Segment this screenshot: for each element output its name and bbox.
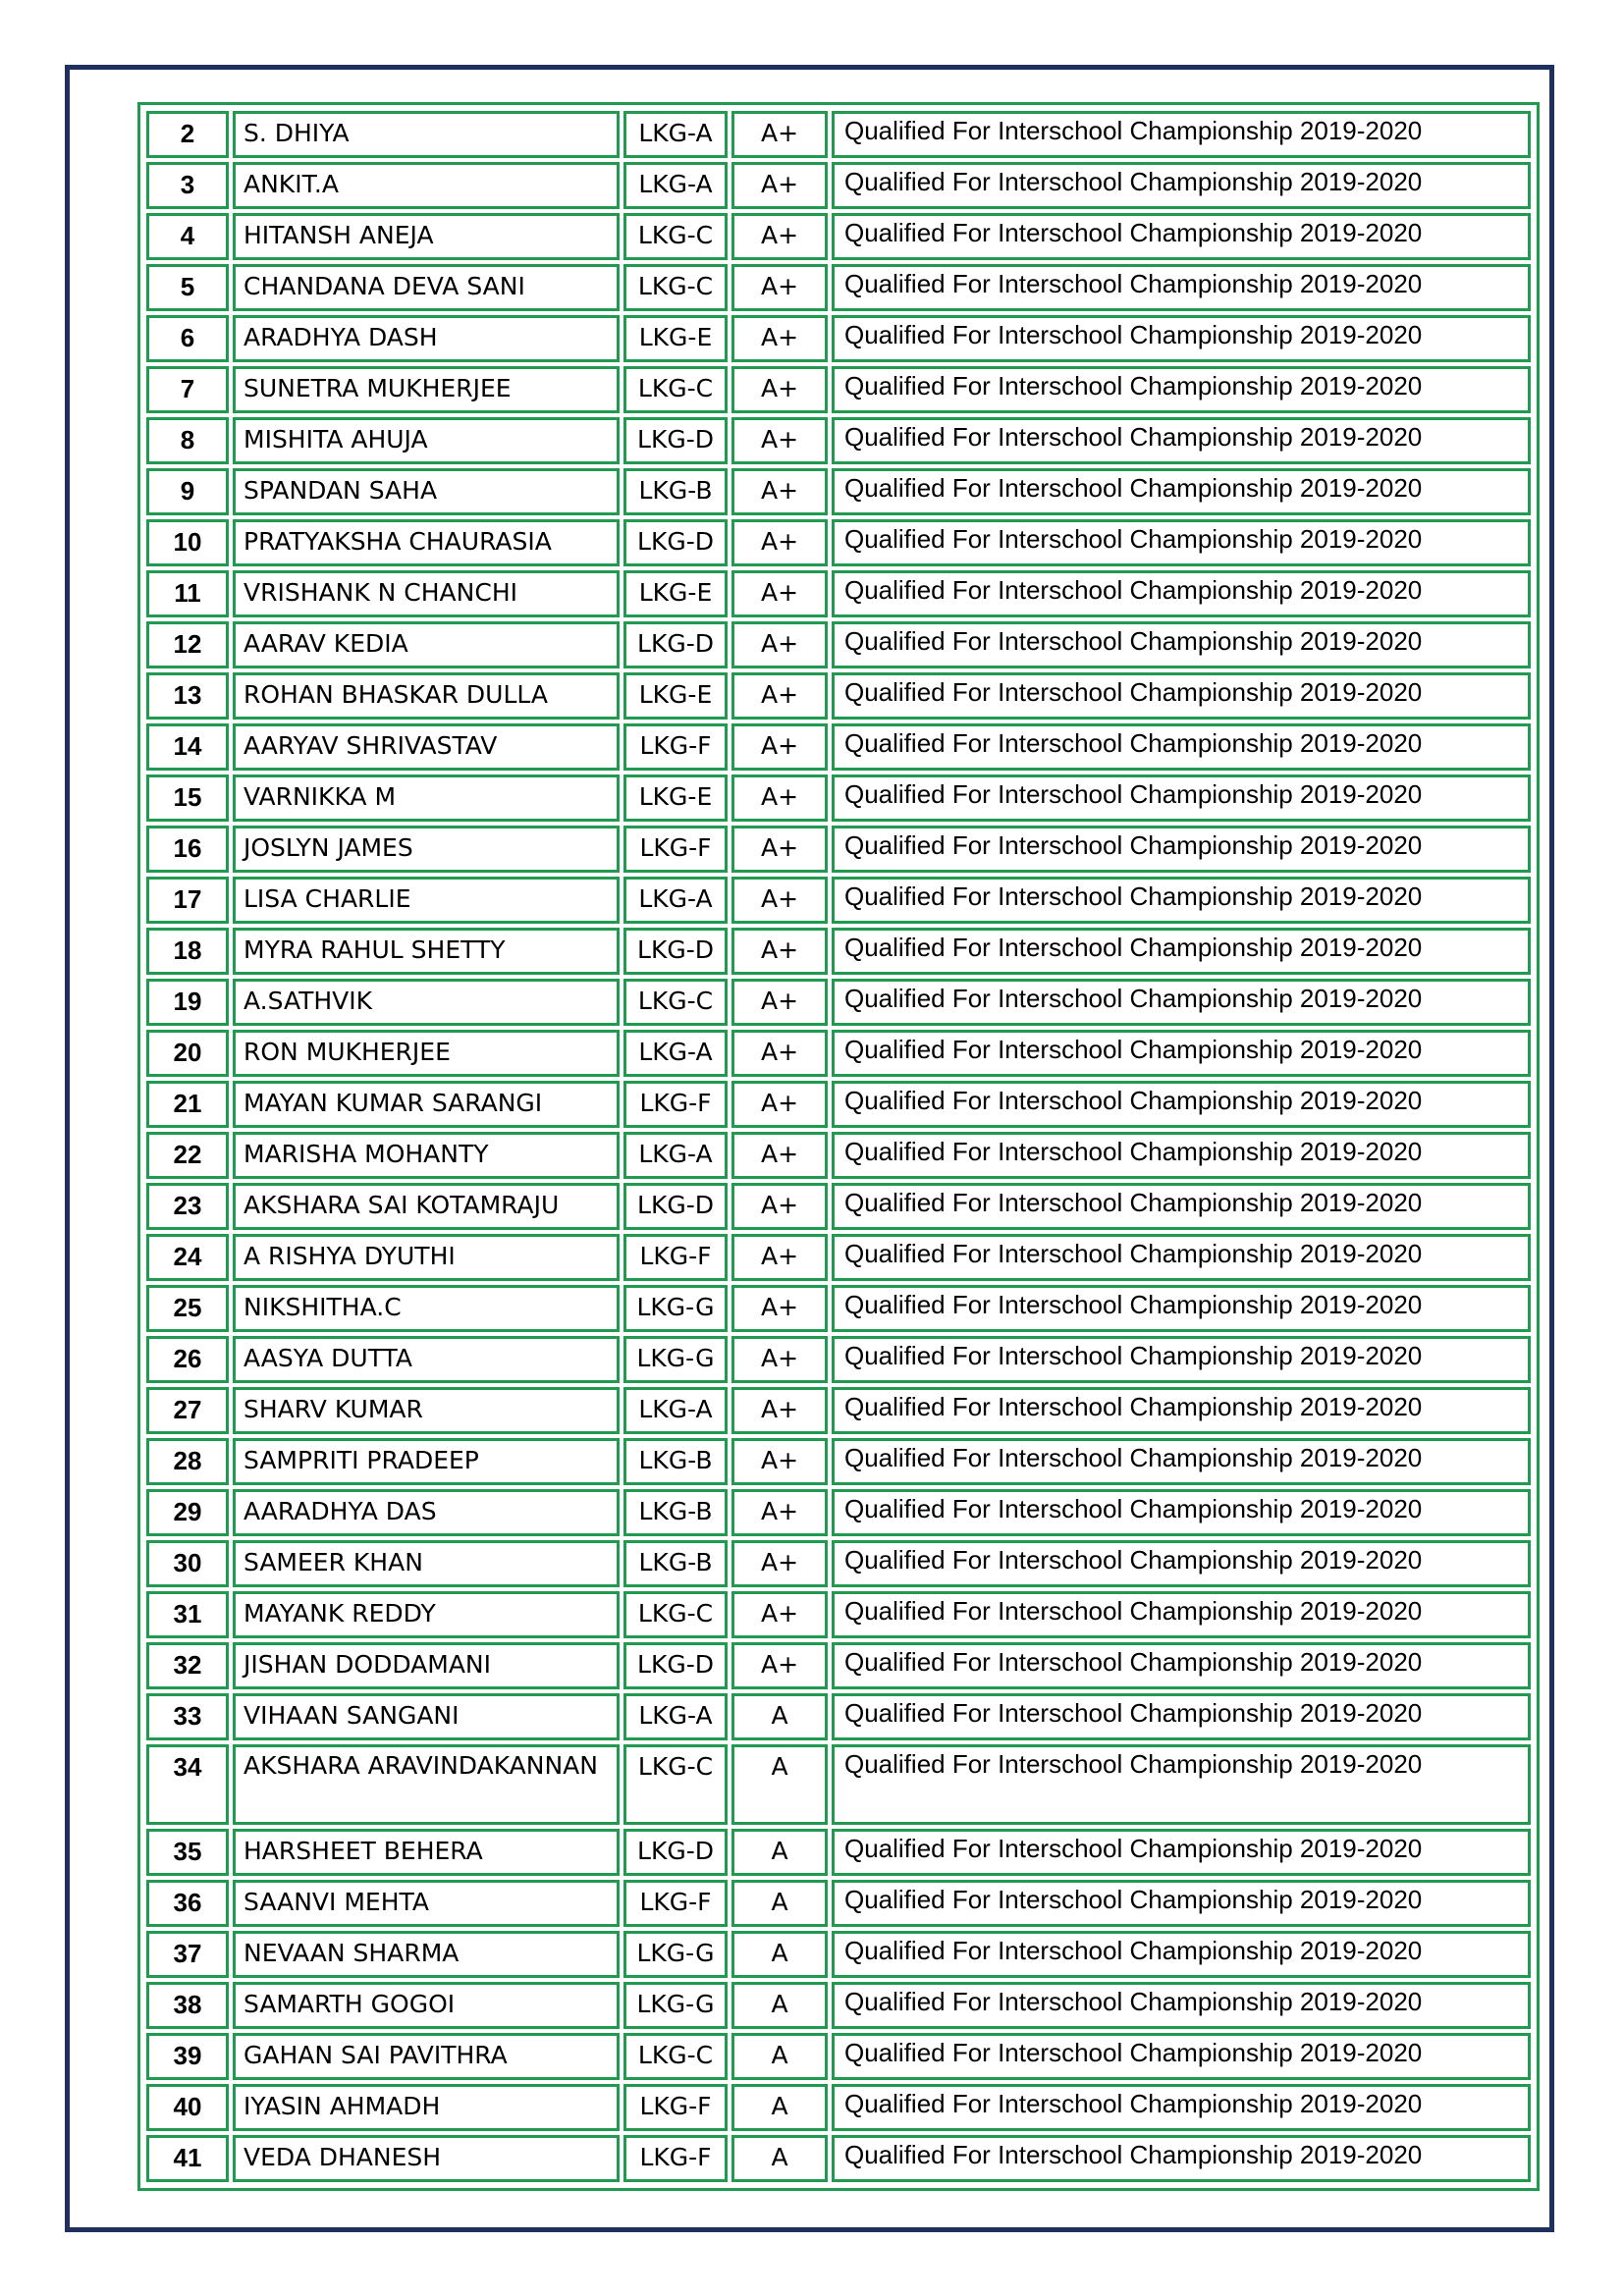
remark-cell: Qualified For Interschool Championship 2019-2020 — [832, 877, 1531, 924]
table-row — [146, 1931, 1531, 1978]
serial-number-cell: 8 — [146, 417, 229, 464]
student-name-cell: AASYA DUTTA — [233, 1336, 620, 1383]
student-name-cell: SAMPRITI PRADEEP — [233, 1438, 620, 1485]
serial-number-cell: 36 — [146, 1880, 229, 1927]
class-section-cell: LKG-A — [623, 1030, 728, 1077]
grade-cell: A+ — [731, 1030, 828, 1077]
table-row — [146, 468, 1531, 515]
serial-number-cell: 12 — [146, 621, 229, 668]
grade-cell: A+ — [731, 1438, 828, 1485]
grade-cell: A — [731, 2135, 828, 2182]
table-row — [146, 1489, 1531, 1536]
student-name-cell: JISHAN DODDAMANI — [233, 1642, 620, 1689]
class-section-cell: LKG-E — [623, 672, 728, 720]
student-name-cell: MISHITA AHUJA — [233, 417, 620, 464]
table-row — [146, 315, 1531, 362]
class-section-cell: LKG-C — [623, 2033, 728, 2080]
table-row — [146, 111, 1531, 158]
student-name-cell: AKSHARA SAI KOTAMRAJU — [233, 1183, 620, 1230]
student-name-cell: VEDA DHANESH — [233, 2135, 620, 2182]
serial-number-cell: 25 — [146, 1285, 229, 1332]
table-row — [146, 877, 1531, 924]
serial-number-cell: 33 — [146, 1693, 229, 1740]
table-row — [146, 2084, 1531, 2131]
student-name-cell: ROHAN BHASKAR DULLA — [233, 672, 620, 720]
class-section-cell: LKG-B — [623, 1438, 728, 1485]
serial-number-cell: 10 — [146, 519, 229, 566]
class-section-cell: LKG-C — [623, 366, 728, 413]
grade-cell: A+ — [731, 162, 828, 209]
class-section-cell: LKG-D — [623, 1642, 728, 1689]
serial-number-cell: 14 — [146, 723, 229, 771]
table-row — [146, 1642, 1531, 1689]
table-row — [146, 1285, 1531, 1332]
serial-number-cell: 35 — [146, 1829, 229, 1876]
table-row — [146, 264, 1531, 311]
class-section-cell: LKG-F — [623, 1234, 728, 1281]
class-section-cell: LKG-A — [623, 162, 728, 209]
class-section-cell: LKG-F — [623, 2135, 728, 2182]
class-section-cell: LKG-D — [623, 417, 728, 464]
class-section-cell: LKG-G — [623, 1336, 728, 1383]
serial-number-cell: 15 — [146, 774, 229, 822]
student-name-cell: MYRA RAHUL SHETTY — [233, 928, 620, 975]
table-row — [146, 570, 1531, 617]
serial-number-cell: 32 — [146, 1642, 229, 1689]
table-row — [146, 366, 1531, 413]
serial-number-cell: 28 — [146, 1438, 229, 1485]
remark-cell: Qualified For Interschool Championship 2019-2020 — [832, 1642, 1531, 1689]
remark-cell: Qualified For Interschool Championship 2019-2020 — [832, 1829, 1531, 1876]
table-row — [146, 928, 1531, 975]
serial-number-cell: 30 — [146, 1540, 229, 1587]
table-row — [146, 1880, 1531, 1927]
student-name-cell: JOSLYN JAMES — [233, 826, 620, 873]
serial-number-cell: 16 — [146, 826, 229, 873]
grade-cell: A+ — [731, 264, 828, 311]
class-section-cell: LKG-C — [623, 1591, 728, 1638]
serial-number-cell: 13 — [146, 672, 229, 720]
student-name-cell: AARAV KEDIA — [233, 621, 620, 668]
grade-cell: A+ — [731, 1489, 828, 1536]
class-section-cell: LKG-A — [623, 111, 728, 158]
class-section-cell: LKG-D — [623, 519, 728, 566]
class-section-cell: LKG-D — [623, 1183, 728, 1230]
class-section-cell: LKG-A — [623, 877, 728, 924]
remark-cell: Qualified For Interschool Championship 2019-2020 — [832, 1336, 1531, 1383]
serial-number-cell: 2 — [146, 111, 229, 158]
serial-number-cell: 9 — [146, 468, 229, 515]
student-name-cell: GAHAN SAI PAVITHRA — [233, 2033, 620, 2080]
remark-cell: Qualified For Interschool Championship 2019-2020 — [832, 264, 1531, 311]
table-row — [146, 621, 1531, 668]
table-row — [146, 1234, 1531, 1281]
student-name-cell: PRATYAKSHA CHAURASIA — [233, 519, 620, 566]
table-row — [146, 1081, 1531, 1128]
serial-number-cell: 40 — [146, 2084, 229, 2131]
table-row — [146, 1982, 1531, 2029]
table-row — [146, 417, 1531, 464]
remark-cell: Qualified For Interschool Championship 2019-2020 — [832, 1081, 1531, 1128]
remark-cell: Qualified For Interschool Championship 2019-2020 — [832, 213, 1531, 260]
serial-number-cell: 41 — [146, 2135, 229, 2182]
table-row — [146, 1336, 1531, 1383]
table-row — [146, 519, 1531, 566]
table-row — [146, 1438, 1531, 1485]
table-row — [146, 2135, 1531, 2182]
class-section-cell: LKG-C — [623, 1744, 728, 1825]
remark-cell: Qualified For Interschool Championship 2019-2020 — [832, 979, 1531, 1026]
student-name-cell: S. DHIYA — [233, 111, 620, 158]
grade-cell: A — [731, 1982, 828, 2029]
serial-number-cell: 11 — [146, 570, 229, 617]
serial-number-cell: 21 — [146, 1081, 229, 1128]
remark-cell: Qualified For Interschool Championship 2019-2020 — [832, 1234, 1531, 1281]
student-name-cell: HARSHEET BEHERA — [233, 1829, 620, 1876]
remark-cell: Qualified For Interschool Championship 2019-2020 — [832, 1438, 1531, 1485]
grade-cell: A — [731, 2033, 828, 2080]
student-name-cell: VARNIKKA M — [233, 774, 620, 822]
results-table-body — [146, 111, 1531, 2182]
grade-cell: A+ — [731, 621, 828, 668]
grade-cell: A+ — [731, 979, 828, 1026]
grade-cell: A — [731, 1880, 828, 1927]
remark-cell: Qualified For Interschool Championship 2019-2020 — [832, 1387, 1531, 1434]
class-section-cell: LKG-B — [623, 1489, 728, 1536]
grade-cell: A+ — [731, 1285, 828, 1332]
grade-cell: A+ — [731, 213, 828, 260]
remark-cell: Qualified For Interschool Championship 2019-2020 — [832, 366, 1531, 413]
student-name-cell: ARADHYA DASH — [233, 315, 620, 362]
results-table-frame — [137, 102, 1540, 2191]
table-row — [146, 213, 1531, 260]
student-name-cell: A RISHYA DYUTHI — [233, 1234, 620, 1281]
class-section-cell: LKG-C — [623, 213, 728, 260]
student-name-cell: VIHAAN SANGANI — [233, 1693, 620, 1740]
remark-cell: Qualified For Interschool Championship 2019-2020 — [832, 570, 1531, 617]
remark-cell: Qualified For Interschool Championship 2019-2020 — [832, 723, 1531, 771]
serial-number-cell: 34 — [146, 1744, 229, 1825]
student-name-cell: NEVAAN SHARMA — [233, 1931, 620, 1978]
table-row — [146, 672, 1531, 720]
table-row — [146, 774, 1531, 822]
class-section-cell: LKG-F — [623, 1880, 728, 1927]
table-row — [146, 162, 1531, 209]
remark-cell: Qualified For Interschool Championship 2019-2020 — [832, 1744, 1531, 1825]
serial-number-cell: 7 — [146, 366, 229, 413]
class-section-cell: LKG-E — [623, 570, 728, 617]
grade-cell: A+ — [731, 1183, 828, 1230]
grade-cell: A+ — [731, 468, 828, 515]
table-row — [146, 1744, 1531, 1825]
grade-cell: A+ — [731, 315, 828, 362]
remark-cell: Qualified For Interschool Championship 2019-2020 — [832, 111, 1531, 158]
table-row — [146, 1387, 1531, 1434]
grade-cell: A+ — [731, 1336, 828, 1383]
serial-number-cell: 39 — [146, 2033, 229, 2080]
serial-number-cell: 5 — [146, 264, 229, 311]
serial-number-cell: 26 — [146, 1336, 229, 1383]
grade-cell: A+ — [731, 774, 828, 822]
serial-number-cell: 27 — [146, 1387, 229, 1434]
serial-number-cell: 20 — [146, 1030, 229, 1077]
grade-cell: A+ — [731, 672, 828, 720]
class-section-cell: LKG-F — [623, 826, 728, 873]
serial-number-cell: 37 — [146, 1931, 229, 1978]
table-row — [146, 979, 1531, 1026]
class-section-cell: LKG-C — [623, 264, 728, 311]
class-section-cell: LKG-F — [623, 2084, 728, 2131]
grade-cell: A — [731, 1744, 828, 1825]
class-section-cell: LKG-F — [623, 1081, 728, 1128]
student-name-cell: AARYAV SHRIVASTAV — [233, 723, 620, 771]
grade-cell: A+ — [731, 928, 828, 975]
table-row — [146, 1183, 1531, 1230]
student-name-cell: SUNETRA MUKHERJEE — [233, 366, 620, 413]
grade-cell: A+ — [731, 1387, 828, 1434]
serial-number-cell: 3 — [146, 162, 229, 209]
table-row — [146, 2033, 1531, 2080]
remark-cell: Qualified For Interschool Championship 2019-2020 — [832, 2084, 1531, 2131]
student-name-cell: SAMEER KHAN — [233, 1540, 620, 1587]
serial-number-cell: 18 — [146, 928, 229, 975]
student-name-cell: MARISHA MOHANTY — [233, 1132, 620, 1179]
grade-cell: A+ — [731, 1642, 828, 1689]
serial-number-cell: 6 — [146, 315, 229, 362]
class-section-cell: LKG-A — [623, 1387, 728, 1434]
class-section-cell: LKG-E — [623, 774, 728, 822]
student-name-cell: CHANDANA DEVA SANI — [233, 264, 620, 311]
class-section-cell: LKG-A — [623, 1132, 728, 1179]
student-name-cell: SHARV KUMAR — [233, 1387, 620, 1434]
student-name-cell: ANKIT.A — [233, 162, 620, 209]
remark-cell: Qualified For Interschool Championship 2019-2020 — [832, 1285, 1531, 1332]
remark-cell: Qualified For Interschool Championship 2019-2020 — [832, 1132, 1531, 1179]
class-section-cell: LKG-B — [623, 1540, 728, 1587]
remark-cell: Qualified For Interschool Championship 2019-2020 — [832, 1489, 1531, 1536]
remark-cell: Qualified For Interschool Championship 2019-2020 — [832, 774, 1531, 822]
class-section-cell: LKG-F — [623, 723, 728, 771]
remark-cell: Qualified For Interschool Championship 2019-2020 — [832, 519, 1531, 566]
student-name-cell: VRISHANK N CHANCHI — [233, 570, 620, 617]
grade-cell: A — [731, 1829, 828, 1876]
results-table — [142, 107, 1535, 2186]
class-section-cell: LKG-E — [623, 315, 728, 362]
grade-cell: A — [731, 1931, 828, 1978]
class-section-cell: LKG-C — [623, 979, 728, 1026]
table-row — [146, 1591, 1531, 1638]
remark-cell: Qualified For Interschool Championship 2019-2020 — [832, 826, 1531, 873]
class-section-cell: LKG-A — [623, 1693, 728, 1740]
student-name-cell: IYASIN AHMADH — [233, 2084, 620, 2131]
remark-cell: Qualified For Interschool Championship 2019-2020 — [832, 1880, 1531, 1927]
grade-cell: A+ — [731, 1132, 828, 1179]
student-name-cell: HITANSH ANEJA — [233, 213, 620, 260]
class-section-cell: LKG-G — [623, 1285, 728, 1332]
remark-cell: Qualified For Interschool Championship 2019-2020 — [832, 1030, 1531, 1077]
remark-cell: Qualified For Interschool Championship 2019-2020 — [832, 1591, 1531, 1638]
table-row — [146, 1132, 1531, 1179]
grade-cell: A — [731, 1693, 828, 1740]
remark-cell: Qualified For Interschool Championship 2019-2020 — [832, 162, 1531, 209]
remark-cell: Qualified For Interschool Championship 2019-2020 — [832, 928, 1531, 975]
grade-cell: A+ — [731, 417, 828, 464]
student-name-cell: MAYANK REDDY — [233, 1591, 620, 1638]
remark-cell: Qualified For Interschool Championship 2019-2020 — [832, 1540, 1531, 1587]
remark-cell: Qualified For Interschool Championship 2019-2020 — [832, 1183, 1531, 1230]
serial-number-cell: 22 — [146, 1132, 229, 1179]
class-section-cell: LKG-B — [623, 468, 728, 515]
serial-number-cell: 17 — [146, 877, 229, 924]
grade-cell: A+ — [731, 1081, 828, 1128]
student-name-cell: RON MUKHERJEE — [233, 1030, 620, 1077]
student-name-cell: SPANDAN SAHA — [233, 468, 620, 515]
grade-cell: A+ — [731, 111, 828, 158]
student-name-cell: NIKSHITHA.C — [233, 1285, 620, 1332]
table-row — [146, 1540, 1531, 1587]
student-name-cell: LISA CHARLIE — [233, 877, 620, 924]
remark-cell: Qualified For Interschool Championship 2019-2020 — [832, 621, 1531, 668]
remark-cell: Qualified For Interschool Championship 2019-2020 — [832, 1931, 1531, 1978]
grade-cell: A — [731, 2084, 828, 2131]
serial-number-cell: 24 — [146, 1234, 229, 1281]
remark-cell: Qualified For Interschool Championship 2019-2020 — [832, 672, 1531, 720]
remark-cell: Qualified For Interschool Championship 2019-2020 — [832, 1693, 1531, 1740]
class-section-cell: LKG-D — [623, 928, 728, 975]
remark-cell: Qualified For Interschool Championship 2019-2020 — [832, 315, 1531, 362]
class-section-cell: LKG-D — [623, 1829, 728, 1876]
grade-cell: A+ — [731, 826, 828, 873]
class-section-cell: LKG-G — [623, 1982, 728, 2029]
grade-cell: A+ — [731, 519, 828, 566]
grade-cell: A+ — [731, 1540, 828, 1587]
class-section-cell: LKG-D — [623, 621, 728, 668]
grade-cell: A+ — [731, 1234, 828, 1281]
remark-cell: Qualified For Interschool Championship 2019-2020 — [832, 2135, 1531, 2182]
student-name-cell: A.SATHVIK — [233, 979, 620, 1026]
table-row — [146, 1030, 1531, 1077]
table-row — [146, 826, 1531, 873]
student-name-cell: MAYAN KUMAR SARANGI — [233, 1081, 620, 1128]
student-name-cell: SAMARTH GOGOI — [233, 1982, 620, 2029]
table-row — [146, 723, 1531, 771]
student-name-cell: AKSHARA ARAVINDAKANNAN — [233, 1744, 620, 1825]
class-section-cell: LKG-G — [623, 1931, 728, 1978]
serial-number-cell: 38 — [146, 1982, 229, 2029]
student-name-cell: SAANVI MEHTA — [233, 1880, 620, 1927]
serial-number-cell: 19 — [146, 979, 229, 1026]
grade-cell: A+ — [731, 877, 828, 924]
table-row — [146, 1693, 1531, 1740]
remark-cell: Qualified For Interschool Championship 2019-2020 — [832, 417, 1531, 464]
grade-cell: A+ — [731, 570, 828, 617]
remark-cell: Qualified For Interschool Championship 2019-2020 — [832, 468, 1531, 515]
serial-number-cell: 29 — [146, 1489, 229, 1536]
serial-number-cell: 31 — [146, 1591, 229, 1638]
student-name-cell: AARADHYA DAS — [233, 1489, 620, 1536]
grade-cell: A+ — [731, 1591, 828, 1638]
grade-cell: A+ — [731, 366, 828, 413]
serial-number-cell: 23 — [146, 1183, 229, 1230]
grade-cell: A+ — [731, 723, 828, 771]
table-row — [146, 1829, 1531, 1876]
serial-number-cell: 4 — [146, 213, 229, 260]
remark-cell: Qualified For Interschool Championship 2019-2020 — [832, 1982, 1531, 2029]
remark-cell: Qualified For Interschool Championship 2019-2020 — [832, 2033, 1531, 2080]
